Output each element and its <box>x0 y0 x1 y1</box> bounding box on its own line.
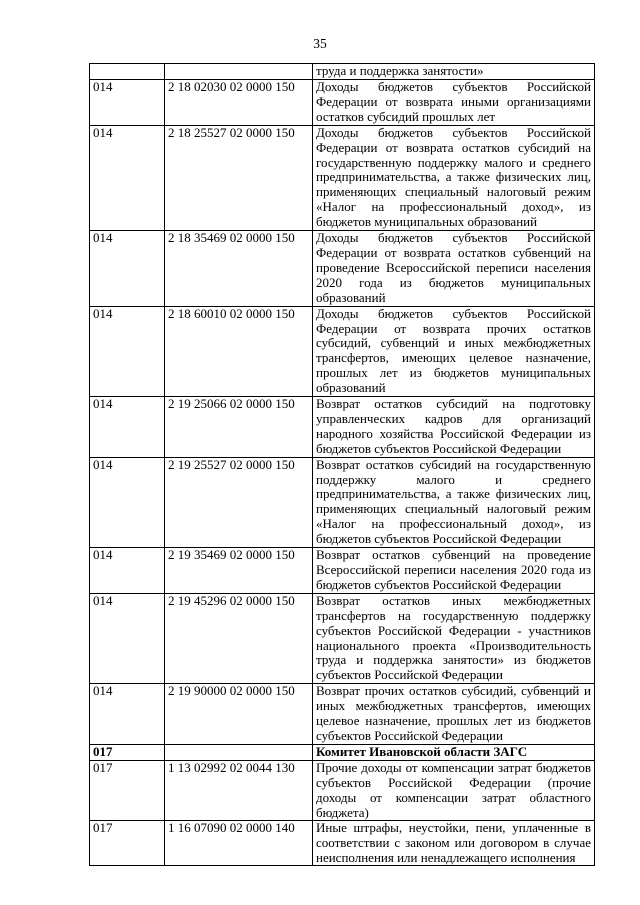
revenue-name-cell <box>313 821 595 866</box>
revenue-name-cell <box>313 397 595 458</box>
classification-code-cell <box>165 821 313 866</box>
admin-code-text: 014 <box>93 230 113 246</box>
revenue-name-cell <box>313 593 595 683</box>
revenue-name-cell <box>313 744 595 760</box>
admin-code-cell <box>90 744 165 760</box>
admin-code-cell <box>90 457 165 547</box>
revenue-name-cell <box>313 760 595 821</box>
classification-code-text: 2 18 35469 02 0000 150 <box>168 230 295 246</box>
revenue-name-text: труда и поддержка занятости» <box>316 63 484 78</box>
revenue-name-cell <box>313 80 595 126</box>
revenue-name-text: Доходы бюджетов субъектов Российской Федерации от возврата иными организациями остатков субсидий прошлых лет <box>316 79 591 124</box>
admin-code-cell <box>90 64 165 80</box>
classification-code-cell <box>165 457 313 547</box>
revenue-name-cell <box>313 64 595 80</box>
classification-code-cell <box>165 593 313 683</box>
page-number: 35 <box>313 36 327 51</box>
table-row <box>90 64 595 80</box>
classification-code-cell <box>165 125 313 230</box>
classification-code-text: 2 18 25527 02 0000 150 <box>168 124 295 140</box>
revenue-name-text: Комитет Ивановской области ЗАГС <box>316 743 528 759</box>
admin-code-cell <box>90 125 165 230</box>
revenue-name-text: Возврат прочих остатков субсидий, субвенций и иных межбюджетных трансфертов, имеющих целевое назначение, прошлых лет из бюджетов субъектов Российской Федерации <box>316 683 591 743</box>
admin-code-text: 014 <box>93 79 113 94</box>
classification-code-text: 2 19 25066 02 0000 150 <box>168 396 295 412</box>
classification-code-text: 2 19 25527 02 0000 150 <box>168 456 295 472</box>
revenue-name-cell <box>313 231 595 307</box>
classification-code-cell <box>165 397 313 458</box>
revenue-name-cell <box>313 457 595 547</box>
revenue-name-text: Возврат остатков иных межбюджетных трансфертов на государственную поддержку субъектов Российской Федерации - участников национального проекта «Производительность труда и поддержка занятости» из бюджетов субъектов Российской Федерации <box>316 592 591 683</box>
table-row <box>90 684 595 745</box>
admin-code-cell <box>90 684 165 745</box>
table-row <box>90 548 595 594</box>
admin-code-text: 014 <box>93 456 113 472</box>
admin-code-cell <box>90 306 165 396</box>
classification-code-text: 1 16 07090 02 0000 140 <box>168 820 295 836</box>
admin-code-cell <box>90 231 165 307</box>
admin-code-text: 014 <box>93 683 113 699</box>
table-row <box>90 397 595 458</box>
classification-code-text: 2 18 60010 02 0000 150 <box>168 305 295 321</box>
table-row <box>90 125 595 230</box>
table-row <box>90 760 595 821</box>
table-row <box>90 231 595 307</box>
classification-code-cell <box>165 80 313 126</box>
admin-code-text: 017 <box>93 743 113 759</box>
revenue-codes-table <box>89 63 595 866</box>
table-row <box>90 306 595 396</box>
classification-code-text: 1 13 02992 02 0044 130 <box>168 759 295 775</box>
classification-code-cell <box>165 64 313 80</box>
admin-code-cell <box>90 548 165 594</box>
revenue-name-text: Иные штрафы, неустойки, пени, уплаченные в соответствии с законом или договором в случае неисполнения или ненадлежащего исполнения <box>316 821 591 866</box>
table-row <box>90 821 595 866</box>
admin-code-cell <box>90 760 165 821</box>
revenue-name-text: Возврат остатков субсидий на подготовку управленческих кадров для организаций народного хозяйства Российской Федерации из бюджетов субъектов Российской Федерации <box>316 396 591 456</box>
admin-code-text: 014 <box>93 124 113 140</box>
admin-code-cell <box>90 397 165 458</box>
admin-code-text: 014 <box>93 396 113 412</box>
classification-code-cell <box>165 306 313 396</box>
classification-code-text: 2 18 02030 02 0000 150 <box>168 79 295 94</box>
classification-code-cell <box>165 231 313 307</box>
admin-code-cell <box>90 80 165 126</box>
revenue-name-text: Возврат остатков субсидий на государственную поддержку малого и среднего предпринимательства, а также физических лиц, применяющих специальный налоговый режим «Налог на профессиональный доход», из бюджетов субъектов Российской Федерации <box>316 456 591 547</box>
admin-code-text: 014 <box>93 592 113 608</box>
admin-code-cell <box>90 593 165 683</box>
revenue-name-cell <box>313 306 595 396</box>
classification-code-text: 2 19 35469 02 0000 150 <box>168 547 295 563</box>
revenue-name-cell <box>313 684 595 745</box>
classification-code-cell <box>165 684 313 745</box>
revenue-name-cell <box>313 125 595 230</box>
revenue-name-cell <box>313 548 595 594</box>
admin-code-text: 014 <box>93 305 113 321</box>
table-row <box>90 80 595 126</box>
admin-code-text: 014 <box>93 547 113 563</box>
classification-code-cell <box>165 548 313 594</box>
classification-code-text: 2 19 90000 02 0000 150 <box>168 683 295 699</box>
admin-code-text: 017 <box>93 759 113 775</box>
table-row <box>90 457 595 547</box>
revenue-name-text: Возврат остатков субвенций на проведение Всероссийской переписи населения 2020 года из бюджетов субъектов Российской Федерации <box>316 547 591 592</box>
revenue-name-text: Доходы бюджетов субъектов Российской Федерации от возврата остатков субсидий на государственную поддержку малого и среднего предпринимательства, а также физических лиц, применяющих специальный налоговый режим «Налог на профессиональный доход», из бюджетов муниципальных образований <box>316 124 591 230</box>
table-row <box>90 744 595 760</box>
revenue-name-text: Прочие доходы от компенсации затрат бюджетов субъектов Российской Федерации (прочие доходы от компенсации затрат областного бюджета) <box>316 759 591 820</box>
admin-code-cell <box>90 821 165 866</box>
revenue-name-text: Доходы бюджетов субъектов Российской Федерации от возврата прочих остатков субсидий, субвенций и иных межбюджетных трансфертов, имеющих целевое назначение, прошлых лет из бюджетов муниципальных образований <box>316 305 591 396</box>
admin-code-text: 017 <box>93 820 113 836</box>
classification-code-cell <box>165 744 313 760</box>
table-row <box>90 593 595 683</box>
table-body <box>90 64 595 866</box>
classification-code-text: 2 19 45296 02 0000 150 <box>168 592 295 608</box>
revenue-name-text: Доходы бюджетов субъектов Российской Федерации от возврата остатков субвенций на проведение Всероссийской переписи населения 2020 года из бюджетов муниципальных образований <box>316 230 591 305</box>
classification-code-cell <box>165 760 313 821</box>
